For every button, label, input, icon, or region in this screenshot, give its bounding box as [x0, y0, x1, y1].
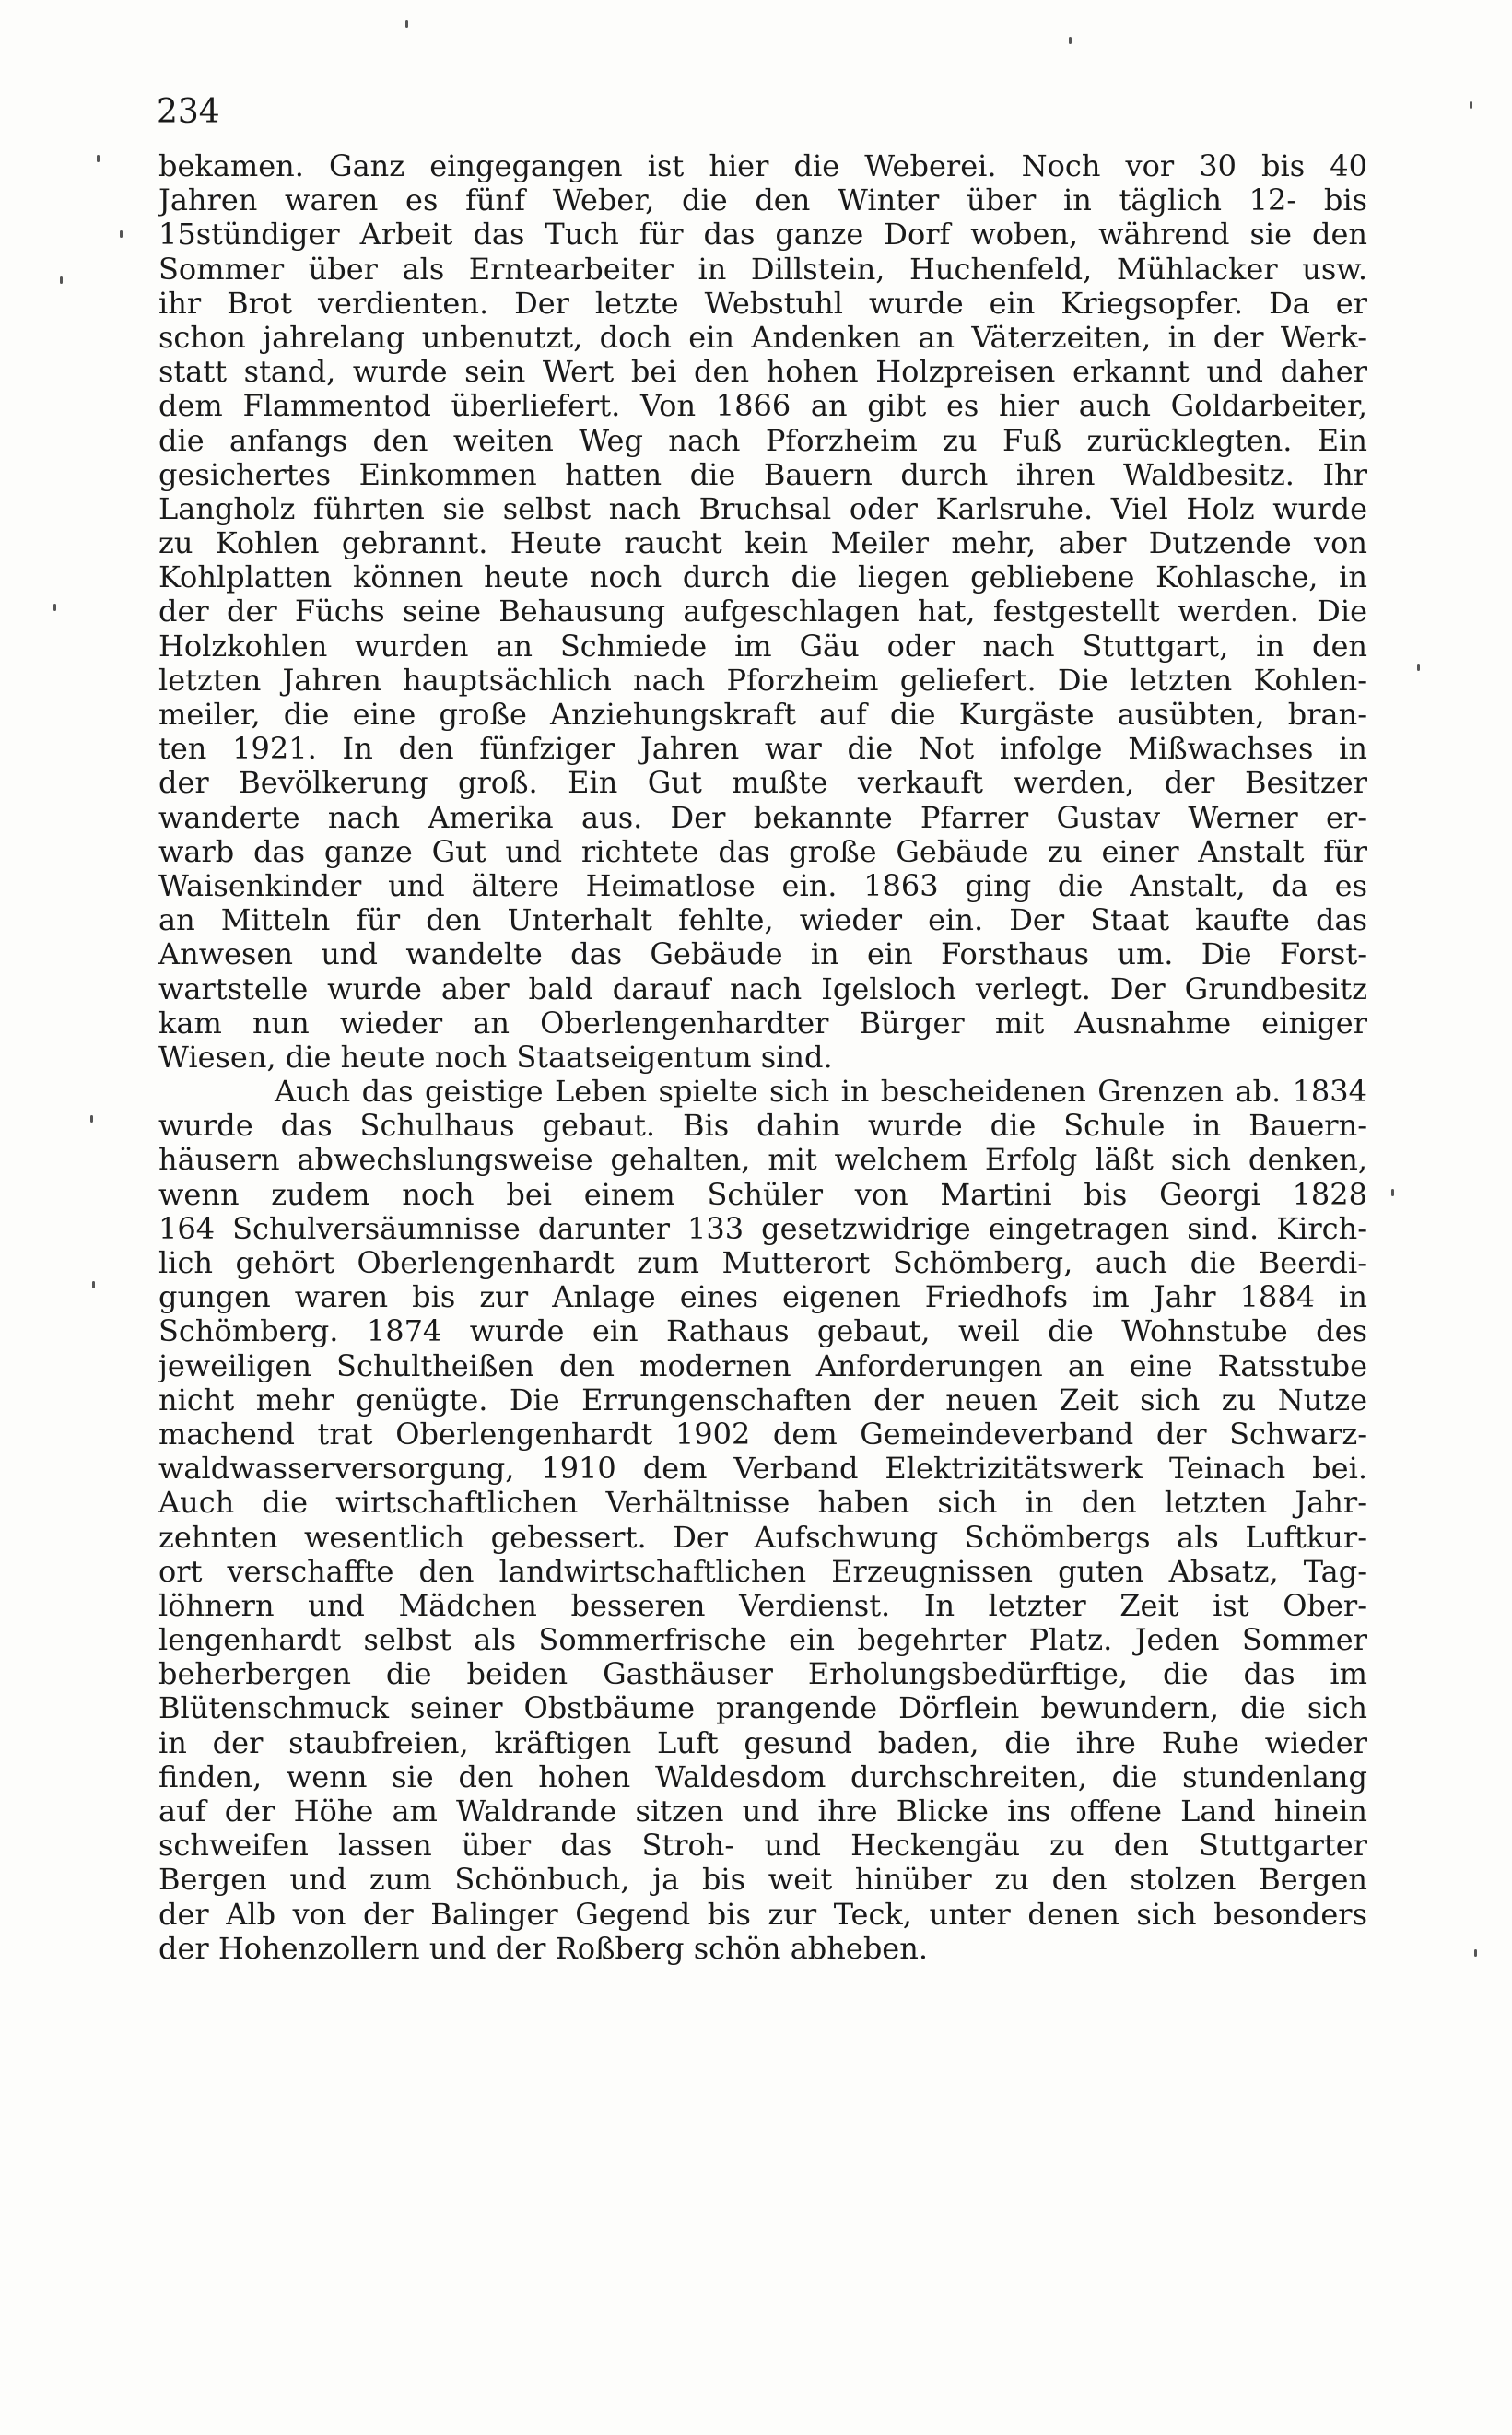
text-line: ihr Brot verdienten. Der letzte Webstuhl wurde ein Kriegsopfer. Da er: [158, 286, 1367, 321]
body-text: [158, 149, 1367, 1966]
scan-speck: [97, 155, 100, 162]
text-line: wurde das Schulhaus gebaut. Bis dahin wurde die Schule in Bauern-: [158, 1109, 1367, 1144]
text-line: wartstelle wurde aber bald darauf nach Igelsloch verlegt. Der Grundbesitz: [158, 971, 1367, 1006]
text-line: Blütenschmuck seiner Obstbäume prangende Dörflein bewundern, die sich: [158, 1691, 1367, 1726]
text-line: häusern abwechslungsweise gehalten, mit welchem Erfolg läßt sich denken,: [158, 1143, 1367, 1178]
scan-speck: [90, 1115, 93, 1123]
text-line: Anwesen und wandelte das Gebäude in ein Forsthaus um. Die Forst-: [158, 937, 1367, 972]
text-line: Waisenkinder und ältere Heimatlose ein. 1863 ging die Anstalt, da es: [158, 868, 1367, 903]
text-line: Holzkohlen wurden an Schmiede im Gäu oder nach Stuttgart, in den: [158, 629, 1367, 664]
text-line: Auch das geistige Leben spielte sich in bescheidenen Grenzen ab. 1834: [275, 1075, 1367, 1110]
text-line: 15stündiger Arbeit das Tuch für das ganze Dorf woben, während sie den: [158, 218, 1367, 253]
text-line: in der staubfreien, kräftigen Luft gesund baden, die ihre Ruhe wieder: [158, 1725, 1367, 1760]
scan-speck: [405, 20, 408, 28]
text-line: löhnern und Mädchen besseren Verdienst. In letzter Zeit ist Ober-: [158, 1588, 1367, 1623]
text-line: Langholz führten sie selbst nach Bruchsal oder Karlsruhe. Viel Holz wurde: [158, 491, 1367, 526]
scan-speck: [1391, 1189, 1394, 1196]
text-line: gesichertes Einkommen hatten die Bauern durch ihren Waldbesitz. Ihr: [158, 457, 1367, 492]
text-line: machend trat Oberlengenhardt 1902 dem Gemeindeverband der Schwarz-: [158, 1417, 1367, 1452]
text-line: meiler, die eine große Anziehungskraft auf die Kurgäste ausübten, bran-: [158, 698, 1367, 732]
text-line: Auch die wirtschaftlichen Verhältnisse haben sich in den letzten Jahr-: [158, 1486, 1367, 1521]
text-line: kam nun wieder an Oberlengenhardter Bürger mit Ausnahme einiger: [158, 1006, 1367, 1041]
text-line: letzten Jahren hauptsächlich nach Pforzheim geliefert. Die letzten Kohlen-: [158, 663, 1367, 698]
text-line: bekamen. Ganz eingegangen ist hier die Weberei. Noch vor 30 bis 40: [158, 149, 1367, 183]
text-line: der der Füchs seine Behausung aufgeschlagen hat, festgestellt werden. Die: [158, 594, 1367, 629]
text-line: auf der Höhe am Waldrande sitzen und ihre Blicke ins offene Land hinein: [158, 1794, 1367, 1829]
text-line: statt stand, wurde sein Wert bei den hohen Holzpreisen erkannt und daher: [158, 355, 1367, 390]
text-line: warb das ganze Gut und richtete das große Gebäude zu einer Anstalt für: [158, 834, 1367, 869]
text-line: lich gehört Oberlengenhardt zum Mutterort Schömberg, auch die Beerdi-: [158, 1246, 1367, 1280]
text-line: ten 1921. In den fünfziger Jahren war die Not infolge Mißwachses in: [158, 732, 1367, 767]
text-line: Wiesen, die heute noch Staatseigentum sind.: [158, 1040, 833, 1075]
scan-speck: [1470, 101, 1472, 109]
text-line: Jahren waren es fünf Weber, die den Winter über in täglich 12- bis: [158, 183, 1367, 218]
text-line: dem Flammentod überliefert. Von 1866 an gibt es hier auch Goldarbeiter,: [158, 389, 1367, 424]
text-line: Kohlplatten können heute noch durch die liegen gebliebene Kohlasche, in: [158, 560, 1367, 595]
scan-speck: [53, 604, 56, 611]
scan-speck: [1417, 664, 1420, 671]
text-line: wenn zudem noch bei einem Schüler von Martini bis Georgi 1828: [158, 1177, 1367, 1212]
scan-speck: [92, 1281, 95, 1288]
scan-speck: [120, 230, 123, 238]
text-line: Bergen und zum Schönbuch, ja bis weit hinüber zu den stolzen Bergen: [158, 1863, 1367, 1898]
text-line: zehnten wesentlich gebessert. Der Aufschwung Schömbergs als Luftkur-: [158, 1520, 1367, 1555]
text-line: schweifen lassen über das Stroh- und Heckengäu zu den Stuttgarter: [158, 1829, 1367, 1864]
text-line: lengenhardt selbst als Sommerfrische ein begehrter Platz. Jeden Sommer: [158, 1623, 1367, 1658]
text-line: nicht mehr genügte. Die Errungenschaften der neuen Zeit sich zu Nutze: [158, 1382, 1367, 1417]
text-line: wanderte nach Amerika aus. Der bekannte Pfarrer Gustav Werner er-: [158, 800, 1367, 835]
text-line: der Alb von der Balinger Gegend bis zur Teck, unter denen sich besonders: [158, 1897, 1367, 1932]
text-line: Sommer über als Erntearbeiter in Dillstein, Huchenfeld, Mühlacker usw.: [158, 252, 1367, 287]
page-number: 234: [157, 93, 220, 131]
text-line: jeweiligen Schultheißen den modernen Anforderungen an eine Ratsstube: [158, 1348, 1367, 1383]
text-line: beherbergen die beiden Gasthäuser Erholungsbedürftige, die das im: [158, 1657, 1367, 1692]
text-line: gungen waren bis zur Anlage eines eigenen Friedhofs im Jahr 1884 in: [158, 1280, 1367, 1315]
text-line: an Mitteln für den Unterhalt fehlte, wieder ein. Der Staat kaufte das: [158, 903, 1367, 938]
text-line: die anfangs den weiten Weg nach Pforzheim zu Fuß zurücklegten. Ein: [158, 423, 1367, 458]
text-line: 164 Schulversäumnisse darunter 133 gesetzwidrige eingetragen sind. Kirch-: [158, 1211, 1367, 1246]
text-line: zu Kohlen gebrannt. Heute raucht kein Meiler mehr, aber Dutzende von: [158, 526, 1367, 561]
scan-speck: [1474, 1949, 1477, 1957]
text-line: ort verschaffte den landwirtschaftlichen Erzeugnissen guten Absatz, Tag-: [158, 1554, 1367, 1589]
text-line: finden, wenn sie den hohen Waldesdom durchschreiten, die stundenlang: [158, 1759, 1367, 1794]
text-line: Schömberg. 1874 wurde ein Rathaus gebaut, weil die Wohnstube des: [158, 1314, 1367, 1349]
scan-speck: [1069, 37, 1072, 44]
scan-speck: [60, 276, 63, 284]
text-line: waldwasserversorgung, 1910 dem Verband Elektrizitätswerk Teinach bei.: [158, 1452, 1367, 1487]
text-line: der Hohenzollern und der Roßberg schön abheben.: [158, 1931, 929, 1966]
text-line: der Bevölkerung groß. Ein Gut mußte verkauft werden, der Besitzer: [158, 766, 1367, 801]
text-line: schon jahrelang unbenutzt, doch ein Andenken an Väterzeiten, in der Werk-: [158, 320, 1367, 355]
